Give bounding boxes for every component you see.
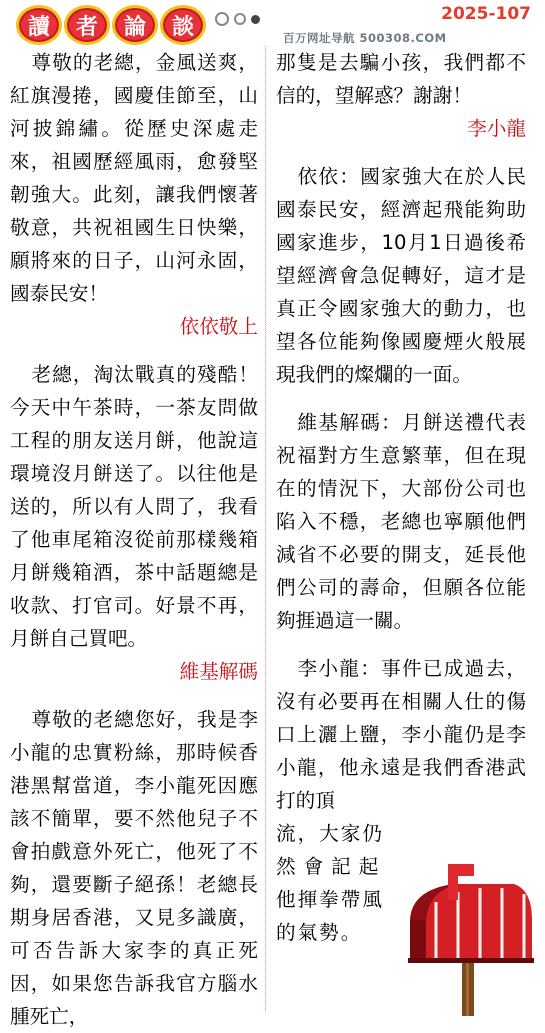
reply-paragraph: 依依：國家強大在於人民國泰民安，經濟起飛能夠助國家進步，10月1日過後希望經濟會急促轉好，這才是真正令國家強大的動力，也望各位能夠像國慶煙火般展現我們的燦爛的一面。 [276, 165, 526, 386]
circle-icon [234, 13, 246, 25]
letter-paragraph: 尊敬的老總您好，我是李小龍的忠實粉絲，那時候香港黑幫當道，李小龍死因應該不簡單，要不然他兒子不會拍戲意外死亡，他死了不夠，還要斷子絕孫！老總長期身居香港，又見多識廣，可否告訴大家李的真正死因，如果您告訴我官方腦水腫死亡， [10, 708, 258, 1028]
signature: 依依敬上 [179, 315, 258, 338]
reply-line: 的氣勢。 [276, 921, 363, 944]
reply-line: 他揮拳帶風 [276, 888, 384, 911]
header [0, 0, 545, 46]
reply-paragraph: 李小龍：事件已成過去，沒有必要再在相關人仕的傷口上灑上鹽，李小龍仍是李小龍，他永遠是我們香港武打的頂 [276, 657, 526, 812]
decorative-dots [215, 12, 265, 26]
issue-number: 2025-107 [441, 4, 531, 24]
title-badge: 談 [160, 5, 206, 45]
column-divider [265, 46, 266, 1011]
left-column [10, 46, 258, 1033]
letter-paragraph: 老總，淘汰戰真的殘酷！今天中午茶時，一茶友問做工程的朋友送月餅，他說這環境沒月餅送了。以往他是送的，所以有人問了，我看了他車尾箱沒從前那樣幾箱月餅幾箱酒，茶中話題總是收款、打官司。好景不再，月餅自己買吧。 [10, 363, 258, 650]
reply-line: 流，大家仍 [276, 822, 384, 845]
letter-paragraph: 尊敬的老總，金風送爽，紅旗漫捲，國慶佳節至，山河披錦繡。從歷史深處走來，祖國歷經風雨，愈發堅韌強大。此刻，讓我們懷著敬意，共祝祖國生日快樂，願將來的日子，山河永固，國泰民安！ [10, 51, 258, 305]
right-column [276, 46, 526, 949]
column-title [16, 5, 208, 45]
dot-icon [251, 15, 260, 24]
letter-paragraph: 那隻是去騙小孩，我們都不信的，望解惑？謝謝！ [276, 51, 526, 107]
reply-line: 然會記起 [276, 855, 387, 878]
title-badge: 者 [64, 5, 110, 45]
signature: 維基解碼 [179, 660, 258, 683]
mailbox-icon [396, 862, 536, 1016]
watermark: 百万网址导航 500308.COM [283, 31, 447, 45]
title-badge: 讀 [16, 5, 62, 45]
signature: 李小龍 [467, 117, 526, 140]
circle-icon [215, 12, 229, 26]
reply-paragraph: 維基解碼：月餅送禮代表祝福對方生意繁華，但在現在的情況下，大部份公司也陷入不穩，老總也寧願他們減省不必要的開支，延長他們公司的壽命，但願各位能夠捱過這一關。 [276, 411, 526, 632]
title-badge: 論 [112, 5, 158, 45]
